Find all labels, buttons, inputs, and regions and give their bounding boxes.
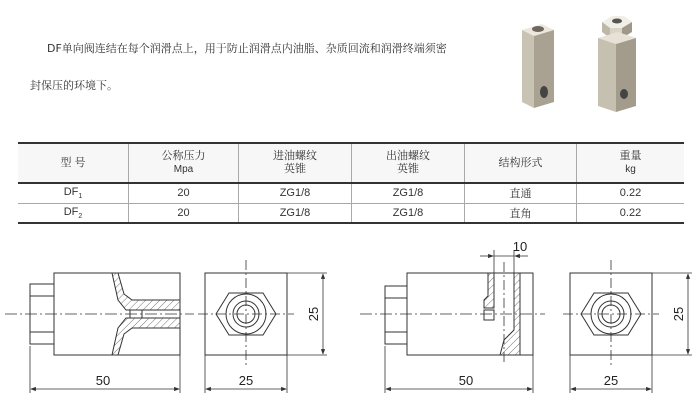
product-photo [512,8,652,118]
df1-side-view [5,273,194,355]
cell-weight: 0.22 [577,203,685,223]
technical-drawings [0,236,700,413]
header-pressure: 公称压力 Mpa [129,143,239,183]
intro-line-2: 封保压的环境下。 [30,79,118,92]
cell-inlet: ZG1/8 [239,183,352,203]
cell-model: $DF_2$ [18,203,129,223]
df2-offset-label: 10 [512,239,528,254]
cell-inlet: ZG1/8 [239,203,352,223]
table-row [18,183,684,203]
cell-pressure: 20 [129,183,239,203]
cell-pressure: 20 [129,203,239,223]
product-photo-angle [598,16,636,112]
df2-length-label: 50 [458,373,474,388]
df2-height-label: 25 [671,306,686,322]
intro-line-1: DF单向阀连结在每个润滑点上，用于防止润滑点内油脂、杂质回流和润滑终端须密 [47,42,447,55]
intro-text [30,30,500,104]
df1-width-label: 25 [238,373,254,388]
df1-height-label: 25 [306,306,321,322]
df2-width-label: 25 [603,373,619,388]
df1-length-label: 50 [95,373,111,388]
cell-structure: 直通 [465,183,577,203]
cell-weight: 0.22 [577,183,685,203]
product-photo-straight [522,24,554,108]
header-model: 型 号 [18,143,129,183]
table-row [18,203,684,223]
cell-model: $DF_1$ [18,183,129,203]
df1-end-view [198,260,294,366]
header-outlet-thread: 出油螺纹 英锥 [352,143,465,183]
df2-end-view [563,260,659,366]
df2-side-view [360,262,545,362]
cell-structure: 直角 [465,203,577,223]
spec-table [18,142,684,224]
table-header-row [18,143,684,183]
cell-outlet: ZG1/8 [352,183,465,203]
header-inlet-thread: 进油螺纹 英锥 [239,143,352,183]
cell-outlet: ZG1/8 [352,203,465,223]
header-structure: 结构形式 [465,143,577,183]
header-weight: 重量 kg [577,143,685,183]
